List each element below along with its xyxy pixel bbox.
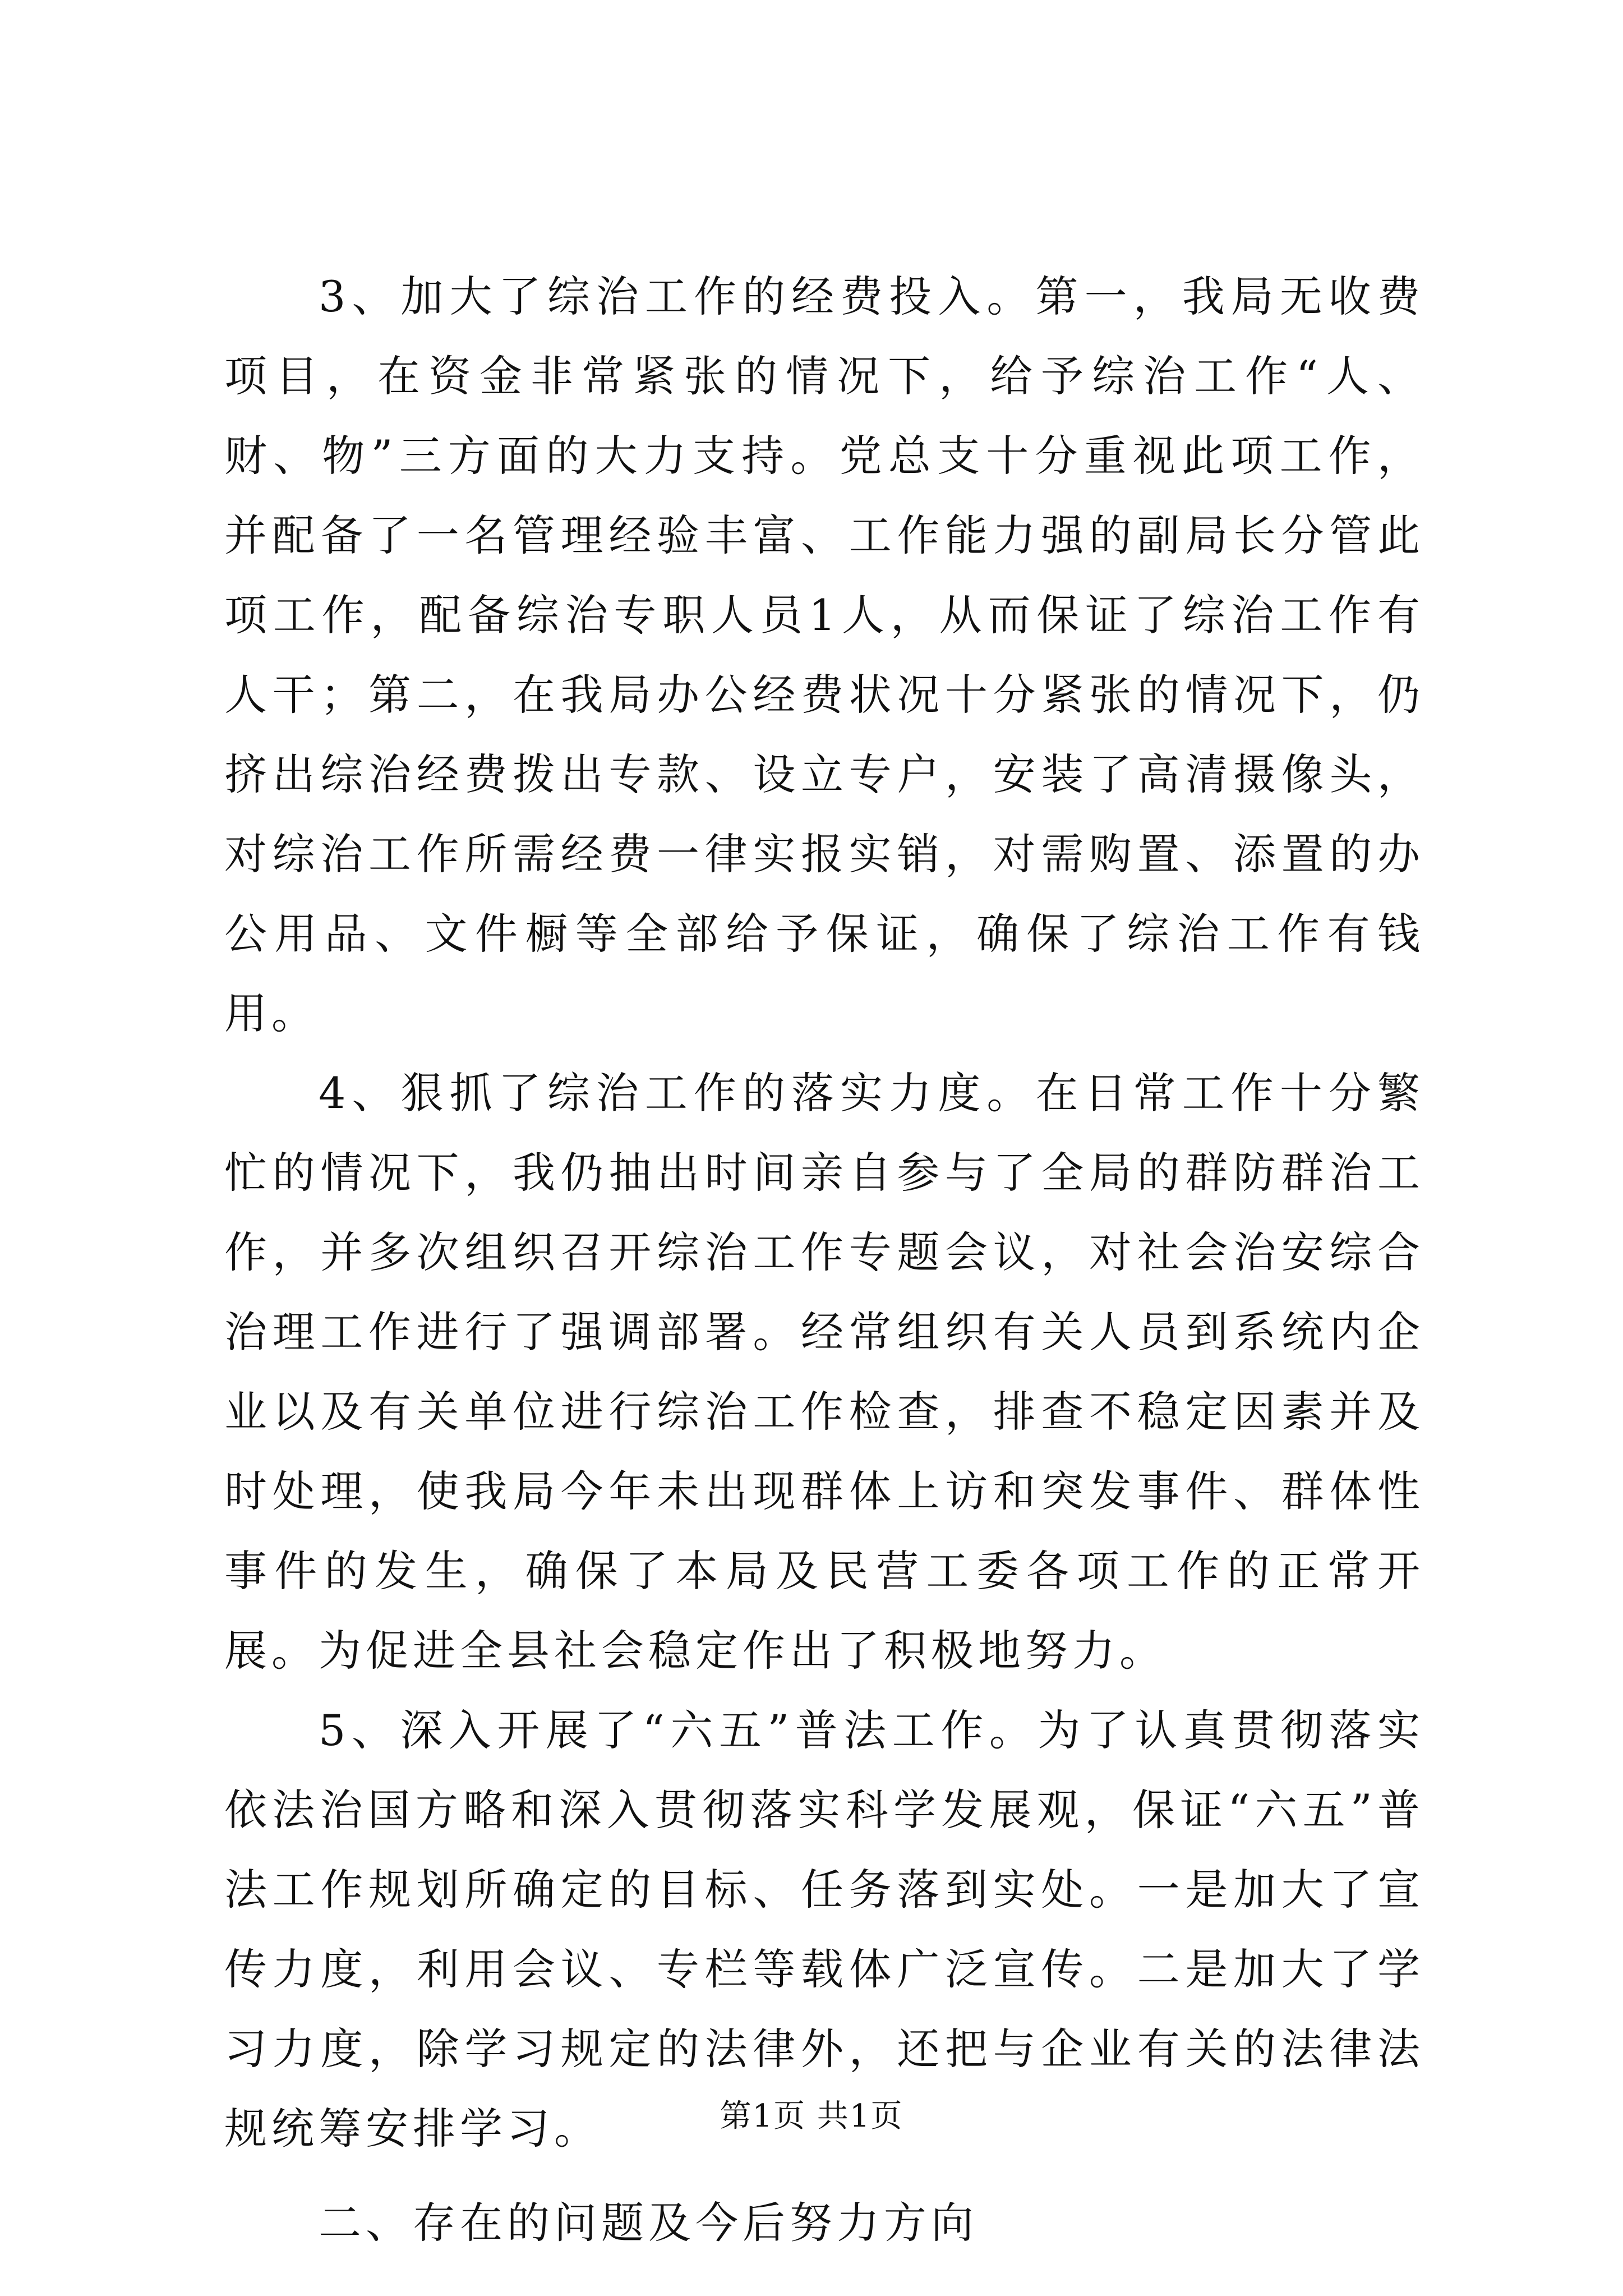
paragraph-funding: 3、加大了综治工作的经费投入。第一，我局无收费项目，在资金非常紧张的情况下，给予综治工作“人、财、物”三方面的大力支持。党总支十分重视此项工作，并配备了一名管理经验丰富、工作能力强的副局长分管此项工作，配备综治专职人员1人，从而保证了综治工作有人干；第二，在我局办公经费状况十分紧张的情况下，仍挤出综治经费拨出专款、设立专户，安装了高清摄像头，对综治工作所需经费一律实报实销，对需购置、添置的办公用品、文件橱等全部给予保证，确保了综治工作有钱用。: [224, 272, 1424, 1038]
section-heading: 二、存在的问题及今后努力方向: [319, 2198, 978, 2248]
document-body: [224, 257, 1424, 2263]
page-footer: 第1页 共1页: [720, 2098, 903, 2134]
paragraph-implementation: 4、狠抓了综治工作的落实力度。在日常工作十分繁忙的情况下，我仍抽出时间亲自参与了全局的群防群治工作，并多次组织召开综治工作专题会议，对社会治安综合治理工作进行了强调部署。经常组织有关人员到系统内企业以及有关单位进行综治工作检查，排查不稳定因素并及时处理，使我局今年未出现群体上访和突发事件、群体性事件的发生，确保了本局及民营工委各项工作的正常开展。为促进全县社会稳定作出了积极地努力。: [224, 1068, 1424, 1676]
paragraph-legal-education: 5、深入开展了“六五”普法工作。为了认真贯彻落实依法治国方略和深入贯彻落实科学发展观，保证“六五”普法工作规划所确定的目标、任务落到实处。一是加大了宣传力度，利用会议、专栏等载体广泛宣传。二是加大了学习力度，除学习规定的法律外，还把与企业有关的法律法规统筹安排学习。: [224, 1705, 1424, 2154]
